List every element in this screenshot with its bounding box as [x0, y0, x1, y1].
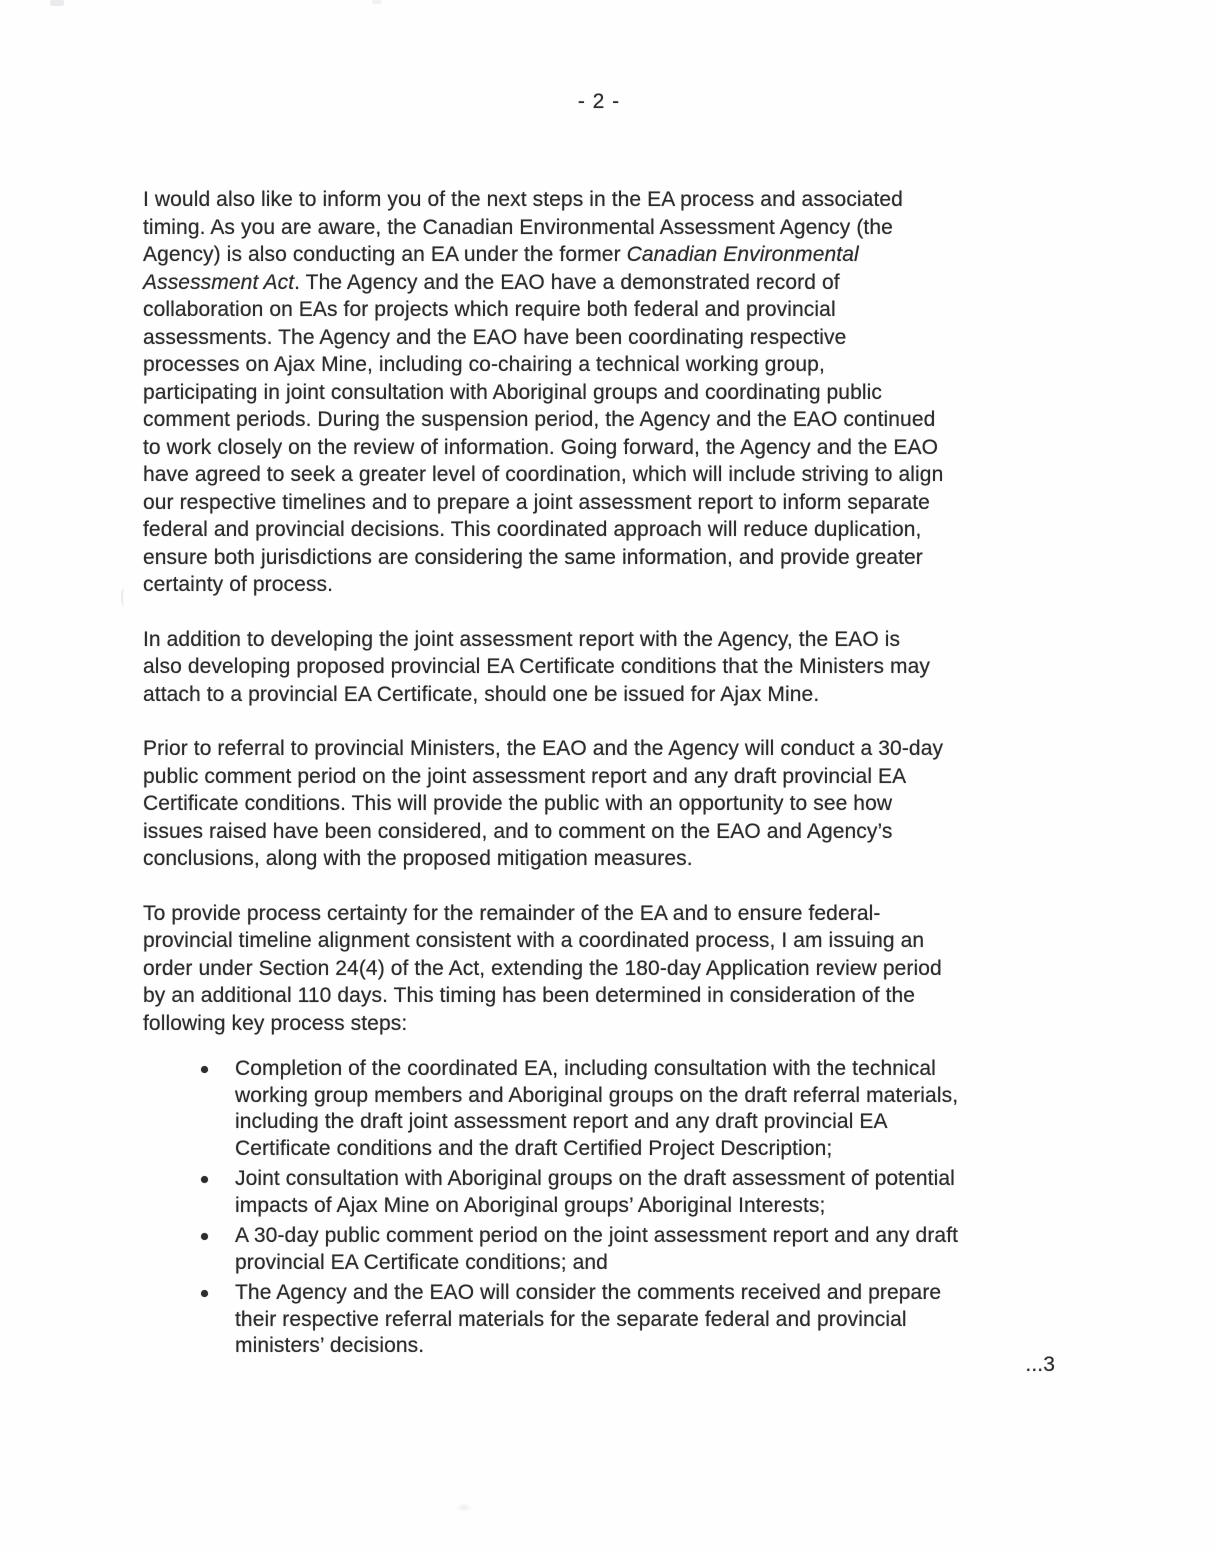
text-line [143, 927, 1103, 955]
text-segment: To provide process certainty for the remainder of the EA and to ensure federal- [143, 901, 881, 925]
text-line [143, 735, 1103, 763]
text-line [143, 982, 1103, 1010]
text-line: provincial EA Certificate conditions; and [235, 1250, 608, 1274]
text-segment: timing. As you are aware, the Canadian Environmental Assessment Agency (the [143, 215, 893, 239]
text-segment: provincial timeline alignment consistent with a coordinated process, I am issuing an [143, 929, 925, 952]
bullet-item [143, 1166, 1103, 1219]
text-line: Joint consultation with Aboriginal groups on the draft assessment of potential [235, 1167, 955, 1190]
text-line: Certificate conditions and the draft Certified Project Description; [235, 1136, 833, 1160]
scan-artifact [455, 1503, 473, 1512]
scan-artifact [121, 588, 127, 606]
text-line [143, 571, 1103, 599]
italic-text: Assessment Act [143, 270, 295, 294]
page-continuation-mark: ...3 [1025, 1353, 1055, 1376]
text-line [143, 434, 1103, 462]
text-line [143, 626, 1103, 654]
paragraph [143, 735, 1103, 873]
paragraph [143, 186, 1103, 599]
text-segment: Prior to referral to provincial Ministers, the EAO and the Agency will conduct a 30-day [143, 737, 944, 760]
text-line [143, 818, 1103, 846]
text-line: The Agency and the EAO will consider the comments received and prepare [235, 1281, 942, 1304]
text-line: impacts of Ajax Mine on Aboriginal groups’ Aboriginal Interests; [235, 1193, 826, 1217]
paragraph [143, 900, 1103, 1038]
bullet-icon [201, 1176, 208, 1183]
text-segment: processes on Ajax Mine, including co-chairing a technical working group, [143, 353, 825, 376]
text-segment: issues raised have been considered, and to comment on the EAO and Agency’s [143, 819, 893, 843]
text-segment: conclusions, along with the proposed mitigation measures. [143, 847, 693, 870]
text-line [143, 241, 1103, 269]
bullet-text [235, 1280, 1103, 1360]
letter-body [143, 186, 1103, 1364]
text-line [143, 544, 1103, 572]
text-line: Completion of the coordinated EA, including consultation with the technical [235, 1057, 936, 1080]
text-segment: have agreed to seek a greater level of coordination, which will include striving to align [143, 463, 944, 486]
scan-artifact [372, 0, 382, 4]
text-line [143, 763, 1103, 791]
text-segment: by an additional 110 days. This timing has been determined in consideration of the [143, 984, 916, 1007]
bullet-icon [201, 1066, 208, 1073]
text-segment: attach to a provincial EA Certificate, should one be issued for Ajax Mine. [143, 682, 820, 706]
text-segment: assessments. The Agency and the EAO have been coordinating respective [143, 325, 847, 349]
text-segment: . The Agency and the EAO have a demonstrated record of [294, 270, 840, 294]
text-line: working group members and Aboriginal groups on the draft referral materials, [235, 1083, 959, 1107]
text-line [143, 461, 1103, 489]
scan-artifact [50, 0, 64, 6]
text-line [143, 900, 1103, 928]
text-line [143, 296, 1103, 324]
text-segment: Certificate conditions. This will provide the public with an opportunity to see how [143, 792, 893, 815]
text-line [143, 955, 1103, 983]
bullet-icon [201, 1233, 208, 1240]
bullet-text [235, 1056, 1103, 1162]
bullet-icon [201, 1290, 208, 1297]
text-segment: public comment period on the joint assessment report and any draft provincial EA [143, 764, 907, 788]
text-segment: following key process steps: [143, 1011, 408, 1035]
text-line [143, 324, 1103, 352]
text-segment: order under Section 24(4) of the Act, extending the 180-day Application review period [143, 956, 942, 980]
text-line [143, 845, 1103, 873]
text-line [143, 489, 1103, 517]
text-segment: ensure both jurisdictions are considering the same information, and provide greater [143, 545, 923, 569]
text-segment: comment periods. During the suspension period, the Agency and the EAO continued [143, 408, 936, 431]
text-segment: our respective timelines and to prepare a joint assessment report to inform separate [143, 490, 930, 514]
text-segment: collaboration on EAs for projects which require both federal and provincial [143, 298, 836, 321]
text-line [143, 653, 1103, 681]
text-line [143, 351, 1103, 379]
text-line [143, 516, 1103, 544]
bullet-item [143, 1223, 1103, 1276]
page-number: - 2 - [577, 90, 621, 113]
text-line [143, 406, 1103, 434]
text-line [143, 681, 1103, 709]
text-segment: also developing proposed provincial EA Certificate conditions that the Ministers may [143, 655, 930, 678]
text-segment: In addition to developing the joint assessment report with the Agency, the EAO is [143, 627, 901, 651]
bullet-list [143, 1056, 1103, 1360]
bullet-item [143, 1280, 1103, 1360]
italic-text: Canadian Environmental [626, 243, 859, 266]
paragraph [143, 626, 1103, 709]
text-segment: to work closely on the review of information. Going forward, the Agency and the EAO [143, 435, 939, 459]
text-line: ministers’ decisions. [235, 1334, 425, 1357]
bullet-text [235, 1166, 1103, 1219]
text-line [143, 379, 1103, 407]
text-line: their respective referral materials for the separate federal and provincial [235, 1307, 907, 1331]
text-segment: I would also like to inform you of the next steps in the EA process and associated [143, 188, 903, 211]
bullet-item [143, 1056, 1103, 1162]
text-line [143, 1010, 1103, 1038]
text-line [143, 214, 1103, 242]
text-line: including the draft joint assessment report and any draft provincial EA [235, 1110, 888, 1133]
text-line [143, 186, 1103, 214]
text-segment: participating in joint consultation with Aboriginal groups and coordinating public [143, 380, 882, 404]
text-line [143, 790, 1103, 818]
text-line [143, 269, 1103, 297]
text-line: A 30-day public comment period on the joint assessment report and any draft [235, 1224, 959, 1247]
text-segment: Agency) is also conducting an EA under the former [143, 243, 627, 266]
text-segment: federal and provincial decisions. This coordinated approach will reduce duplication, [143, 518, 922, 541]
bullet-text [235, 1223, 1103, 1276]
text-segment: certainty of process. [143, 573, 334, 596]
